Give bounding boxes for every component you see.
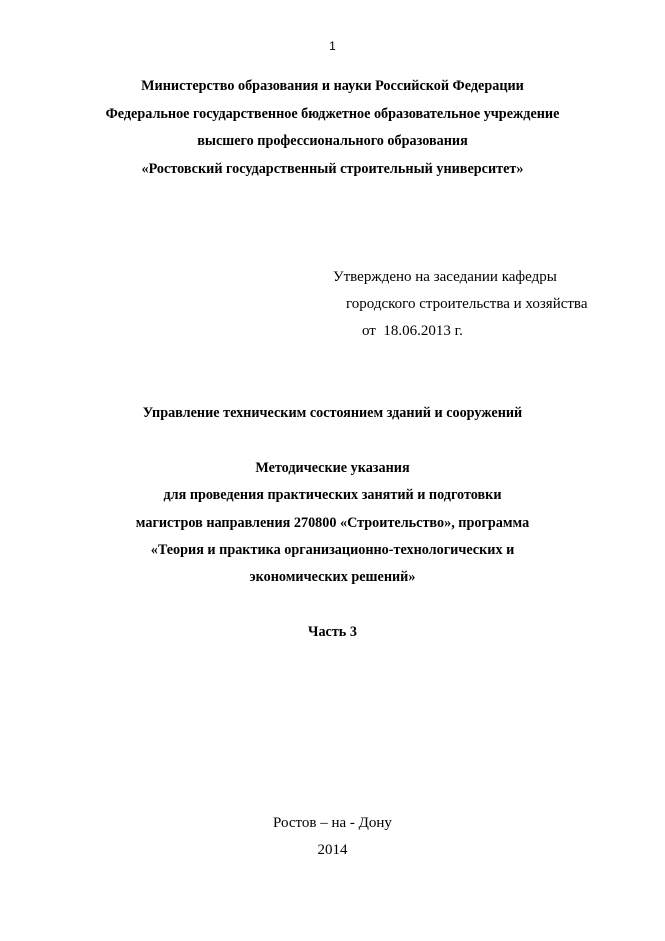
part-label: Часть 3 (308, 624, 357, 640)
subtitle-line-2: для проведения практических занятий и подготовки (163, 487, 502, 503)
subtitle-line-3: магистров направления 270800 «Строительство», программа (135, 515, 530, 531)
page-number: 1 (329, 39, 336, 53)
header-institution-type: Федеральное государственное бюджетное образовательное учреждение (105, 106, 560, 122)
approval-line-2: городского строительства и хозяйства (346, 296, 588, 312)
header-ministry: Министерство образования и науки Российской Федерации (141, 78, 524, 94)
subtitle-line-1: Методические указания (255, 460, 410, 476)
subtitle-line-5: экономических решений» (249, 569, 416, 585)
approval-date: от 18.06.2013 г. (362, 323, 463, 339)
footer-city: Ростов – на - Дону (273, 815, 392, 831)
approval-line-1: Утверждено на заседании кафедры (333, 269, 557, 285)
document-title: Управление техническим состоянием зданий и сооружений (142, 405, 523, 421)
subtitle-line-4: «Теория и практика организационно-технологических и (150, 542, 515, 558)
footer-year: 2014 (317, 842, 348, 858)
header-university: «Ростовский государственный строительный университет» (141, 161, 524, 177)
header-education-level: высшего профессионального образования (197, 133, 468, 149)
